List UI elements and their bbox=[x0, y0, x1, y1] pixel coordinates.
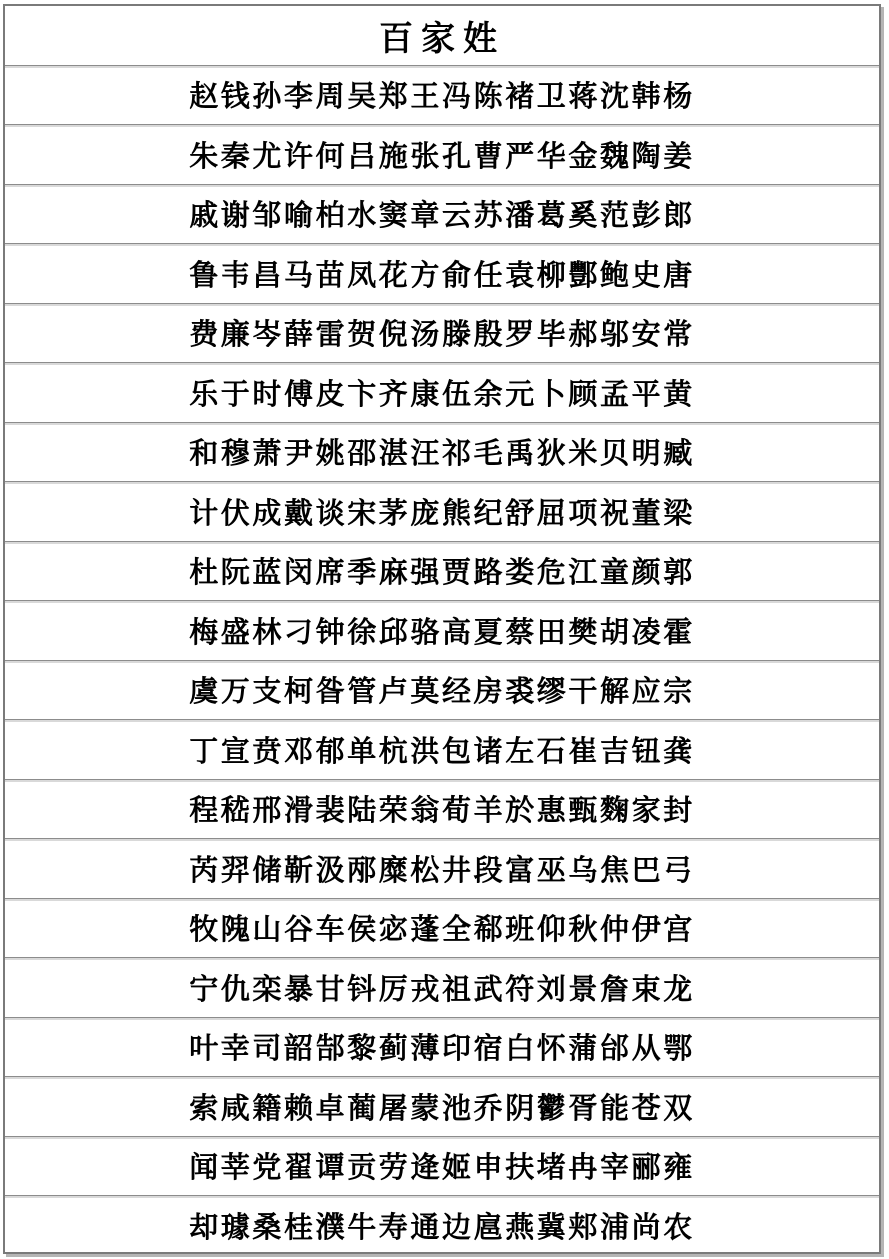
surname-row bbox=[5, 661, 879, 721]
surname-line: 赵钱孙李周吴郑王冯陈褚卫蒋沈韩杨 bbox=[189, 79, 695, 114]
surname-line: 计伏成戴谈宋茅庞熊纪舒屈项祝董梁 bbox=[189, 495, 695, 530]
surname-row bbox=[5, 1018, 879, 1078]
surname-row bbox=[5, 601, 879, 661]
surname-row bbox=[5, 304, 879, 364]
surname-row bbox=[5, 185, 879, 245]
surname-line: 闻莘党翟谭贡劳逄姬申扶堵冉宰郦雍 bbox=[189, 1150, 695, 1185]
surname-row bbox=[5, 66, 879, 126]
surname-line: 却璩桑桂濮牛寿通边扈燕冀郏浦尚农 bbox=[189, 1210, 695, 1245]
surname-row bbox=[5, 1137, 879, 1197]
surname-line: 鲁韦昌马苗凤花方俞任袁柳酆鲍史唐 bbox=[189, 257, 695, 292]
surname-row bbox=[5, 720, 879, 780]
page-title: 百家姓 bbox=[379, 18, 505, 59]
surname-row bbox=[5, 542, 879, 602]
surname-row bbox=[5, 423, 879, 483]
surname-line: 梅盛林刁钟徐邱骆高夏蔡田樊胡凌霍 bbox=[189, 614, 695, 649]
title-row bbox=[5, 6, 879, 66]
surname-row bbox=[5, 125, 879, 185]
surname-line: 丁宣贲邓郁单杭洪包诸左石崔吉钮龚 bbox=[189, 733, 695, 768]
surname-row bbox=[5, 1196, 879, 1256]
surname-line: 牧隗山谷车侯宓蓬全郗班仰秋仲伊宫 bbox=[189, 912, 695, 947]
surname-line: 杜阮蓝闵席季麻强贾路娄危江童颜郭 bbox=[189, 555, 695, 590]
surname-row bbox=[5, 958, 879, 1018]
surname-line: 费廉岑薛雷贺倪汤滕殷罗毕郝邬安常 bbox=[189, 317, 695, 352]
surname-line: 宁仇栾暴甘钭厉戎祖武符刘景詹束龙 bbox=[189, 971, 695, 1006]
surname-row bbox=[5, 1077, 879, 1137]
surname-sheet bbox=[3, 4, 881, 1254]
surname-row bbox=[5, 482, 879, 542]
surname-line: 乐于时傅皮卞齐康伍余元卜顾孟平黄 bbox=[189, 376, 695, 411]
surname-line: 和穆萧尹姚邵湛汪祁毛禹狄米贝明臧 bbox=[189, 436, 695, 471]
surname-row bbox=[5, 839, 879, 899]
surname-line: 芮羿储靳汲邴糜松井段富巫乌焦巴弓 bbox=[189, 852, 695, 887]
surname-line: 索咸籍赖卓蔺屠蒙池乔阴鬱胥能苍双 bbox=[189, 1090, 695, 1125]
surname-row bbox=[5, 363, 879, 423]
surname-line: 戚谢邹喻柏水窦章云苏潘葛奚范彭郎 bbox=[189, 198, 695, 233]
surname-line: 叶幸司韶郜黎蓟薄印宿白怀蒲邰从鄂 bbox=[189, 1031, 695, 1066]
surname-line: 朱秦尤许何吕施张孔曹严华金魏陶姜 bbox=[189, 138, 695, 173]
surname-line: 程嵇邢滑裴陆荣翁荀羊於惠甄麴家封 bbox=[189, 793, 695, 828]
surname-row bbox=[5, 780, 879, 840]
surname-line: 虞万支柯昝管卢莫经房裘缪干解应宗 bbox=[189, 674, 695, 709]
surname-row bbox=[5, 899, 879, 959]
surname-row bbox=[5, 244, 879, 304]
